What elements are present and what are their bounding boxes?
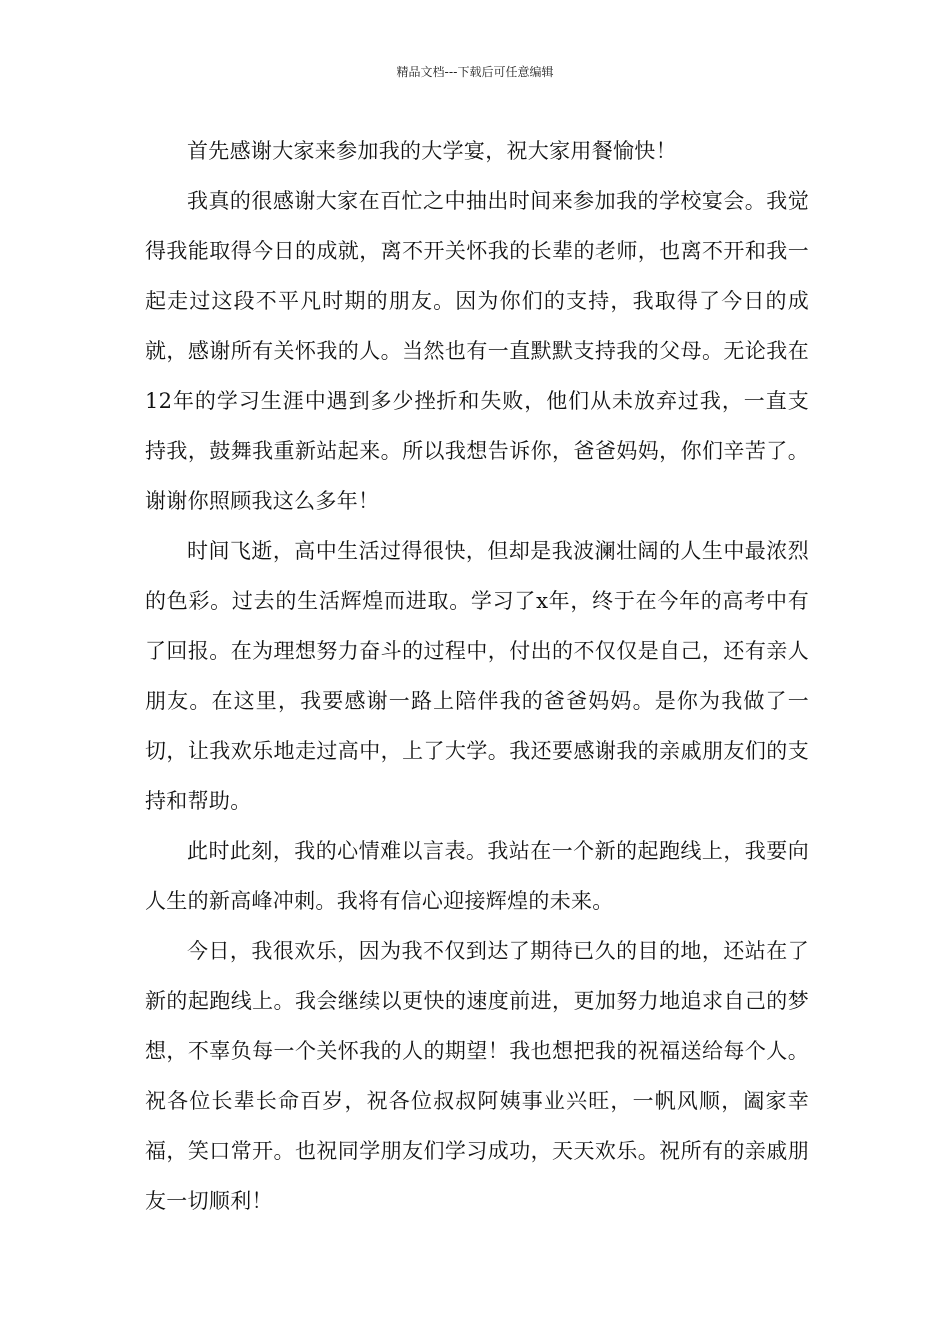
paragraph-3: 时间飞逝，高中生活过得很快，但却是我波澜壮阔的人生中最浓烈的色彩。过去的生活辉煌而进取。学习了x年，终于在今年的高考中有了回报。在为理想努力奋斗的过程中，付出的不仅仅是自己，还有亲人朋友。在这里，我要感谢一路上陪伴我的爸爸妈妈。是你为我做了一切，让我欢乐地走过高中，上了大学。我还要感谢我的亲戚朋友们的支持和帮助。 xyxy=(145,539,809,813)
paragraph-5: 今日，我很欢乐，因为我不仅到达了期待已久的目的地，还站在了新的起跑线上。我会继续以更快的速度前进，更加努力地追求自己的梦想，不辜负每一个关怀我的人的期望！我也想把我的祝福送给每个人。祝各位长辈长命百岁，祝各位叔叔阿姨事业兴旺，一帆风顺，阖家幸福，笑口常开。也祝同学朋友们学习成功，天天欢乐。祝所有的亲戚朋友一切顺利！ xyxy=(145,939,809,1213)
paragraph-4: 此时此刻，我的心情难以言表。我站在一个新的起跑线上，我要向人生的新高峰冲刺。我将有信心迎接辉煌的未来。 xyxy=(145,839,809,913)
document-body xyxy=(145,126,809,1226)
paragraph-1: 首先感谢大家来参加我的大学宴，祝大家用餐愉快！ xyxy=(187,139,677,163)
page-header: 精品文档---下载后可任意编辑 xyxy=(396,65,554,79)
paragraph-2: 我真的很感谢大家在百忙之中抽出时间来参加我的学校宴会。我觉得我能取得今日的成就，离不开关怀我的长辈的老师，也离不开和我一起走过这段不平凡时期的朋友。因为你们的支持，我取得了今日的成就，感谢所有关怀我的人。当然也有一直默默支持我的父母。无论我在12年的学习生涯中遇到多少挫折和失败，他们从未放弃过我，一直支持我，鼓舞我重新站起来。所以我想告诉你，爸爸妈妈，你们辛苦了。谢谢你照顾我这么多年！ xyxy=(145,189,809,513)
